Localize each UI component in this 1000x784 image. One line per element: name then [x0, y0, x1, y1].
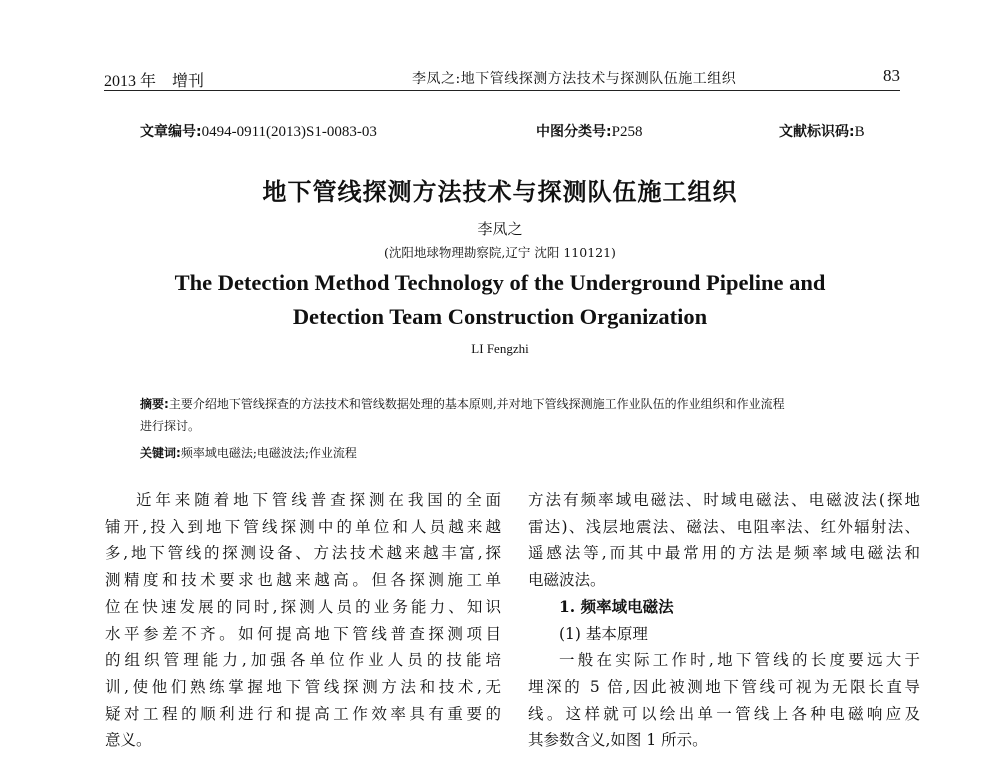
keywords: [140, 443, 880, 463]
affiliation-chinese: (沈阳地球物理勘察院,辽宁 沈阳 110121): [384, 245, 616, 260]
clc-label: 中图分类号:: [536, 124, 612, 140]
article-id-value: 0494-0911(2013)S1-0083-03: [201, 124, 377, 140]
right-line-7: 线。这样就可以绘出单一管线上各种电磁响应及: [528, 704, 920, 723]
title-chinese: 地下管线探测方法技术与探测队伍施工组织: [262, 177, 738, 206]
document-code: [779, 121, 865, 141]
title-english-line2: Detection Team Construction Organization: [292, 304, 708, 329]
keywords-label: 关键词:: [140, 446, 181, 460]
left-line-2: 铺开,投入到地下管线探测中的单位和人员越来越: [105, 517, 501, 536]
running-title: 李凤之:地下管线探测方法技术与探测队伍施工组织: [412, 71, 737, 87]
author-english: LI Fengzhi: [471, 341, 529, 356]
abstract-line1: 主要介绍地下管线探查的方法技术和管线数据处理的基本原则,并对地下管线探测施工作业队伍的作业组织和作业流程: [168, 397, 785, 411]
left-line-10: 意义。: [105, 731, 152, 750]
left-line-8: 训,使他们熟练掌握地下管线探测方法和技术,无: [105, 677, 501, 696]
left-line-5: 位在快速发展的同时,探测人员的业务能力、知识: [105, 597, 501, 616]
clc-value: P258: [611, 124, 643, 140]
right-line-4: 电磁波法。: [528, 571, 606, 590]
article-id-label: 文章编号:: [140, 124, 202, 140]
left-line-7: 的组织管理能力,加强各单位作业人员的技能培: [105, 651, 501, 670]
article-id: [140, 121, 377, 141]
author-chinese: 李凤之: [477, 220, 523, 238]
right-line-5: 一般在实际工作时,地下管线的长度要远大于: [559, 651, 920, 670]
left-line-4: 测精度和技术要求也越来越高。但各探测施工单: [105, 571, 501, 590]
right-line-3: 遥感法等,而其中最常用的方法是频率域电磁法和: [528, 544, 920, 563]
header-rule: [104, 90, 900, 91]
section-heading-1: 1. 频率域电磁法: [559, 596, 674, 616]
doc-code-value: B: [854, 124, 865, 140]
left-line-9: 疑对工程的顺利进行和提高工作效率具有重要的: [105, 704, 501, 723]
abstract-line2: 进行探讨。: [140, 419, 201, 433]
title-english: [0, 266, 1000, 334]
right-line-2: 雷达)、浅层地震法、磁法、电阻率法、红外辐射法、: [528, 517, 920, 536]
title-english-line1: The Detection Method Technology of the Underground Pipeline and: [174, 270, 826, 295]
journal-year-issue: 2013 年 增刊: [104, 73, 205, 90]
left-line-1: 近年来随着地下管线普查探测在我国的全面: [136, 491, 501, 509]
right-line-8: 其参数含义,如图 1 所示。: [528, 731, 708, 750]
clc-number: [536, 121, 642, 141]
running-header: [104, 66, 900, 90]
left-line-3: 多,地下管线的探测设备、方法技术越来越丰富,探: [105, 544, 501, 563]
left-line-6: 水平参差不齐。如何提高地下管线普查探测项目: [105, 624, 501, 643]
page-number: 83: [883, 66, 900, 85]
doc-code-label: 文献标识码:: [779, 124, 855, 140]
abstract-label: 摘要:: [140, 397, 169, 411]
right-line-6: 埋深的 5 倍,因此被测地下管线可视为无限长直导: [528, 677, 920, 696]
subsection-heading-1-1: (1) 基本原理: [559, 624, 648, 643]
body-right-column: [528, 487, 920, 754]
body-left-column: [105, 487, 501, 754]
abstract: [140, 393, 880, 437]
keywords-text: 频率域电磁法;电磁波法;作业流程: [180, 446, 357, 460]
right-line-1: 方法有频率域电磁法、时域电磁法、电磁波法(探地: [528, 491, 920, 509]
